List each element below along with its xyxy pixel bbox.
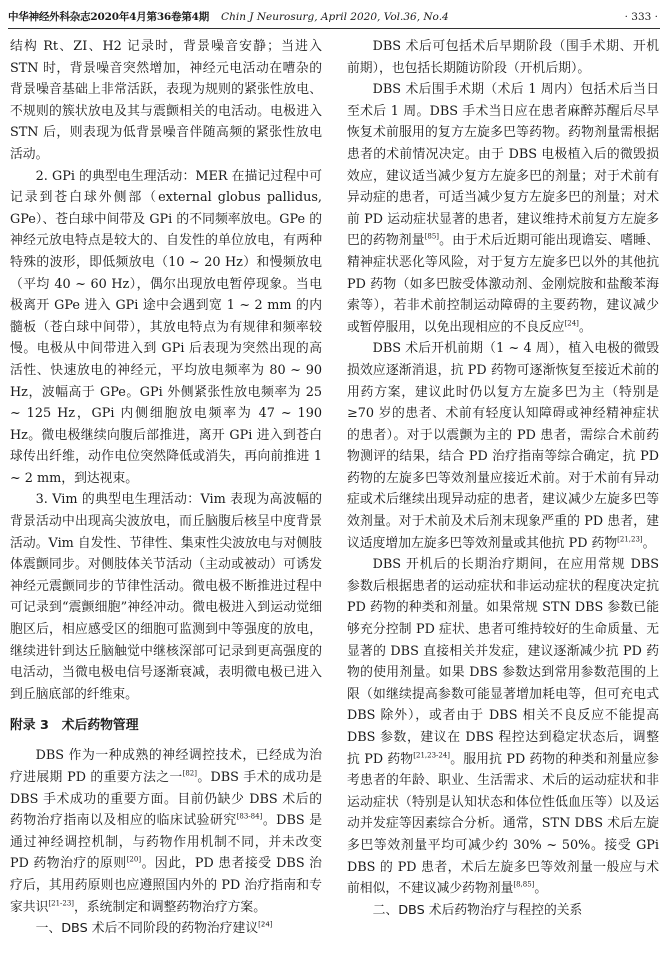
paragraph-text: 。服用抗 PD 药物的种类和剂量应参考患者的年龄、职业、生活需求、术后的运动症状和非运动症状（特别是认知状态和体位性低血压等）以及运动并发症等因素综合分析。通常，STN DBS 术后左旋多巴等效剂量平均可减少约 30% ~ 50%。接受 GPi DBS 的 PD 患者，术后左旋多巴等效剂量一般应与术前相似，不建议减少药物剂量 bbox=[347, 751, 659, 897]
gpi-electrophysiology-paragraph: 2. GPi 的典型电生理活动：MER 在描记过程中可记录到苍白球外侧部（external globus pallidus, GPe）、苍白球中间带及 GPi 的不同频率放电。GPe 的神经元放电特点是较大的、自发性的单位放电，有两种特殊的波形，即低频放电（10 ~ 20 Hz）和慢频放电（平均 40 ~ 60 Hz），偶尔出现放电暂停现象。当电极离开 GPe 进入 GPi 途中会遇到宽 1 ~ 2 mm 的内髓板（苍白球中间带），其放电特点为有规律和频率较慢。电极从中间带进入到 GPi 后表现为突然出现的高活性、快速放电的神经元，平均放电频率为 80 ~ 90 Hz，波幅高于 GPe。GPi 外侧紧张性放电频率为 25 ~ 125 Hz，GPi 内侧细胞放电频率为 47 ~ 190 Hz。微电极继续向腹后部推进，离开 GPi 进入到苍白球传出纤维，动作电位突然降低或消失，再向前推进 1 ~ 2 mm，到达视束。 bbox=[10, 168, 322, 486]
running-header bbox=[8, 6, 660, 29]
citation: [85] bbox=[424, 233, 440, 242]
postoperative-drug-intro-paragraph bbox=[10, 745, 322, 918]
citation: [24] bbox=[564, 319, 579, 328]
citation: [82] bbox=[182, 769, 197, 778]
citation: [8,85] bbox=[513, 880, 535, 889]
paragraph-text: 。因此，PD 患者接受 DBS 治疗后，其用药原则也应遵照国内外的 PD 治疗指南和专家共识 bbox=[10, 856, 322, 915]
paragraph-text: 。 bbox=[578, 319, 592, 335]
paragraph-text: 。由于术后近期可能出现谵妄、嗜睡、精神症状恶化等风险，对于复方左旋多巴以外的其他抗 PD 药物（如多巴胺受体激动剂、金刚烷胺和盐酸苯海索等），若非术前控制运动障碍的主要药物，建议减少或暂停服用，以免出现相应的不良反应 bbox=[347, 233, 659, 335]
section-one-subheading bbox=[10, 918, 322, 940]
page-number: · 333 · bbox=[624, 11, 658, 23]
citation: [21,23-24] bbox=[413, 751, 451, 760]
appendix-3-heading: 附录 3 术后药物管理 bbox=[10, 718, 139, 734]
vim-electrophysiology-paragraph: 3. Vim 的典型电生理活动：Vim 表现为高波幅的背景活动中出现高尖波放电，而丘脑腹后核呈中度背景活动。Vim 自发性、节律性、集束性尖波放电与对侧肢体震颤同步。对侧肢体关节活动（主动或被动）可诱发神经元震颤同步的节律性活动。微电极不断推进过程中可记录到“震颤细胞”神经冲动。微电极进入到运动觉细胞区后，相应感受区的细胞可监测到中等强度的放电，继续进针到达丘脑触觉中继核深部可记录到更高强度的电活动，当微电极电信号逐渐衰减，表明微电极已进入到丘脑底部的纤维束。 bbox=[10, 492, 322, 702]
paragraph-text: 。DBS 是通过神经调控机制，与药物作用机制不同，并未改变 PD 药物治疗的原则 bbox=[10, 813, 322, 872]
citation: [20] bbox=[126, 856, 142, 865]
citation: [21,23] bbox=[617, 535, 643, 544]
paragraph-text: DBS 术后围手术期（术后 1 周内）包括术后当日至术后 1 周。DBS 手术当日应在患者麻醉苏醒后尽早恢复术前服用的复方左旋多巴等药物。药物剂量需根据患者的术前情况决定。由于 DBS 电极植入后的微毁损效应，建议适当减少复方左旋多巴的剂量；对于术前有异动症的患者，可适当减少复方左旋多巴的剂量；对术前 PD 运动症状显著的患者，建议维持术前复方左旋多巴的药物剂量 bbox=[347, 82, 659, 249]
postoperative-stages-paragraph: DBS 术后可包括术后早期阶段（围手术期、开机前期），也包括长期随访阶段（开机后期）。 bbox=[347, 39, 659, 76]
journal-title-chinese: 中华神经外科杂志2020年4月第36卷第4期 bbox=[8, 11, 210, 23]
perioperative-period-paragraph bbox=[347, 79, 659, 338]
paragraph-text: DBS 开机后的长期治疗期间，在应用常规 DBS 参数后根据患者的运动症状和非运动症状的程度决定抗 PD 药物的种类和剂量。如果常规 STN DBS 参数已能够充分控制 PD 症状、患者可维持较好的生命质量、无显著的 DBS 直接相关并发症，建议逐渐减少抗 PD 药物的使用剂量。如果 DBS 参数达到常用参数范围的上限（如继续提高参数可能显著增加耗电等，但可充电式 DBS 除外），或者由于 DBS 相关不良反应不能提高 DBS 参数，建议在 DBS 程控达到稳定状态后，调整抗 PD 药物 bbox=[347, 557, 659, 767]
long-term-treatment-paragraph bbox=[347, 554, 659, 900]
paragraph-text: 。 bbox=[642, 535, 656, 551]
citation: [24] bbox=[258, 920, 273, 929]
paragraph-text: DBS 作为一种成熟的神经调控技术，已经成为治疗进展期 PD 的重要方法之一 bbox=[10, 748, 322, 785]
right-column bbox=[347, 36, 659, 971]
pre-activation-period-paragraph bbox=[347, 338, 659, 554]
paragraph-text: 。 bbox=[534, 881, 548, 897]
journal-title-english: Chin J Neurosurg, April 2020, Vol.36, No.4 bbox=[221, 11, 449, 23]
subheading-text: 一、DBS 术后不同阶段的药物治疗建议 bbox=[35, 921, 259, 937]
stn-electrophysiology-paragraph: 结构 Rt、ZI、H2 记录时，背景噪音安静；当进入 STN 时，背景噪音突然增加，神经元电活动在嘈杂的背景噪音基础上非常活跃，表现为规则的紧张性放电、不规则的簇状放电及其与震颤相关的电活动。电极进入 STN 后，则表现为低背景噪音伴随高频的紧张性放电活动。 bbox=[10, 39, 322, 162]
paragraph-text: 。DBS 手术的成功是 DBS 手术成功的重要方面。目前仍缺少 DBS 术后的药物治疗指南以及相应的临床试验研究 bbox=[10, 770, 322, 829]
section-two-subheading: 二、DBS 术后药物治疗与程控的关系 bbox=[372, 902, 583, 918]
paragraph-text: ，系统制定和调整药物治疗方案。 bbox=[74, 899, 266, 915]
paragraph-text: DBS 术后开机前期（1 ~ 4 周），植入电极的微毁损效应逐渐消退，抗 PD 药物可逐渐恢复至接近术前的用药方案，建议此时仍以复方左旋多巴为主（特别是≥70 岁的患者、术前有轻度认知障碍或神经精神症状的患者）。对于以震颤为主的 PD 患者，需综合术前药物测评的结果，结合 PD 治疗指南等综合确定，抗 PD 药物的左旋多巴等效剂量应接近术前。对于术前有异动症或术后继续出现异动症的患者，建议减少左旋多巴等效剂量。对于术前及术后剂末现象严重的 PD 患者，建议适度增加左旋多巴等效剂量或其他抗 PD 药物 bbox=[347, 341, 659, 551]
citation: [83-84] bbox=[236, 812, 263, 821]
citation: [21-23] bbox=[48, 899, 75, 908]
left-column bbox=[10, 36, 322, 971]
